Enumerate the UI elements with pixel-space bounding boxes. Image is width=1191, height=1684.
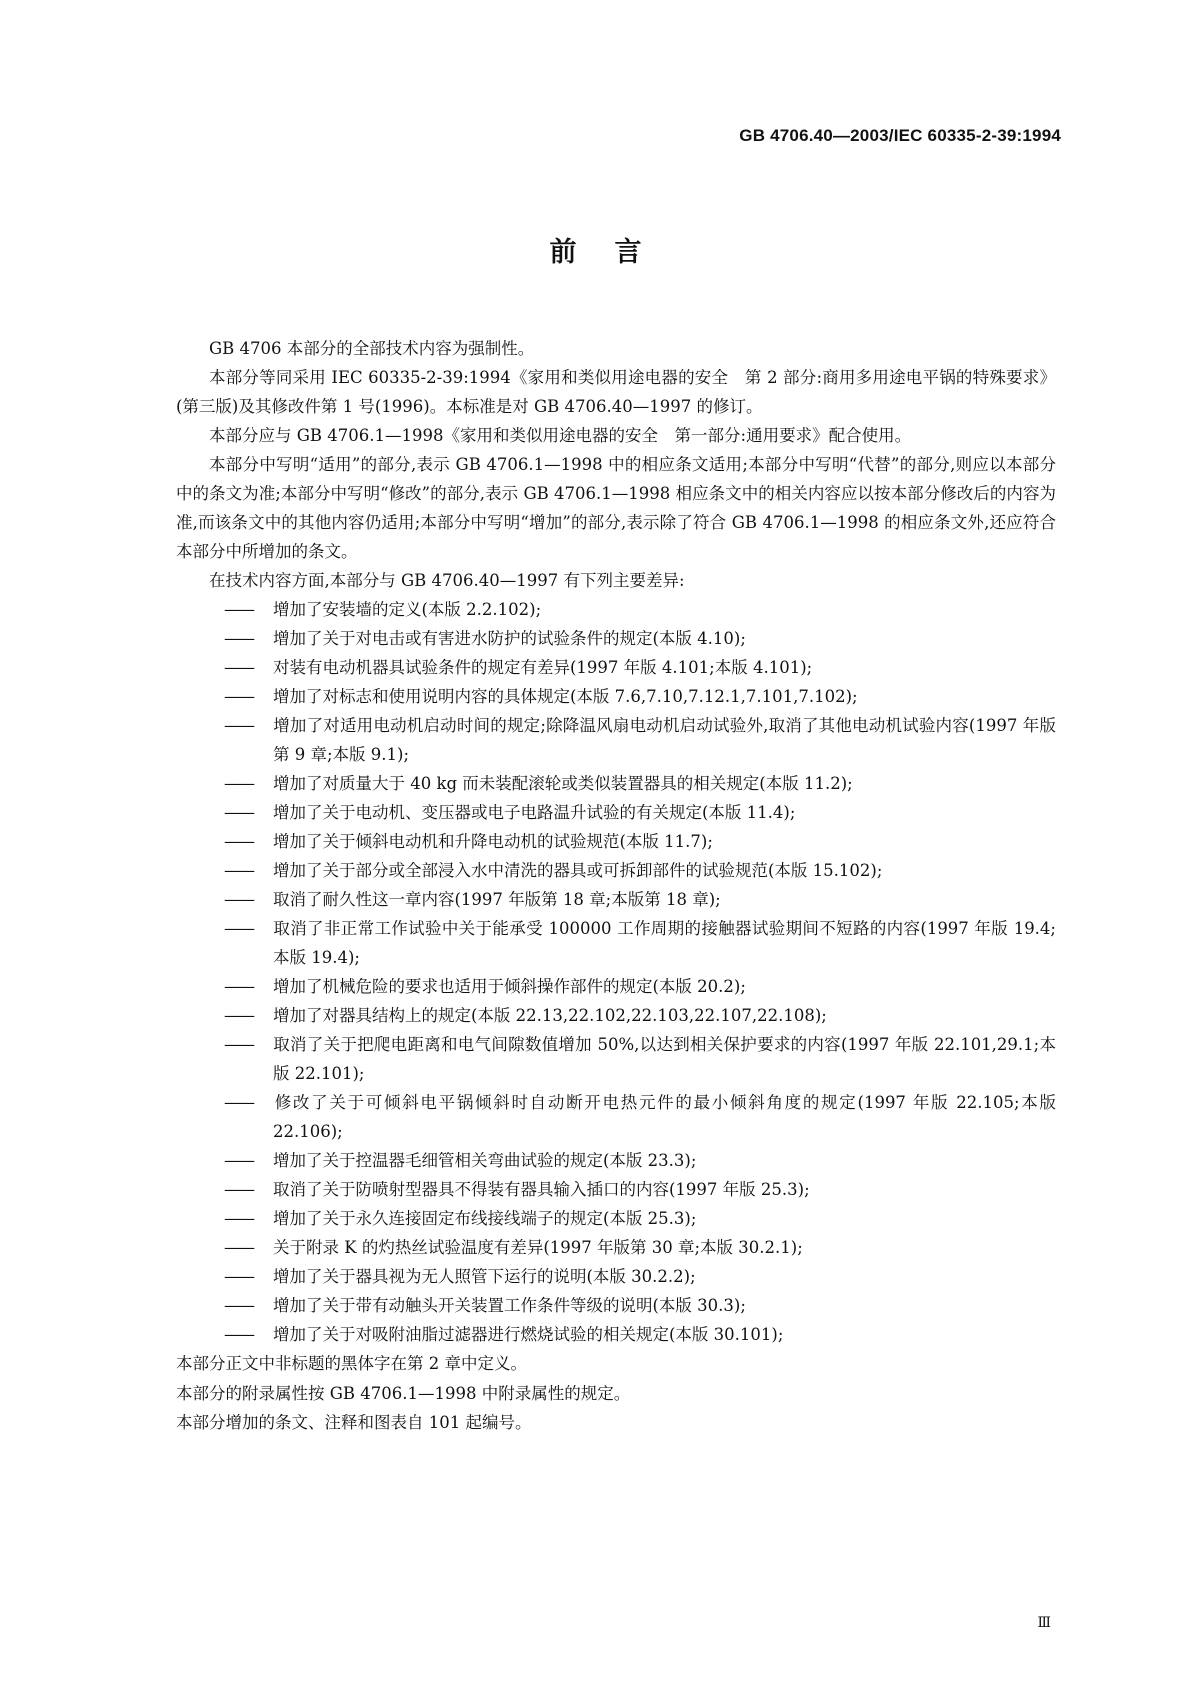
dash-mark: —— bbox=[224, 1151, 253, 1170]
dash-mark: —— bbox=[224, 600, 253, 619]
list-item bbox=[176, 1001, 1056, 1030]
dash-mark: —— bbox=[224, 832, 253, 851]
dash-mark: —— bbox=[224, 1267, 253, 1286]
dash-mark: —— bbox=[224, 919, 253, 938]
list-item-text: 增加了对适用电动机启动时间的规定;除降温风扇电动机启动试验外,取消了其他电动机试验内容(1997 年版第 9 章;本版 9.1); bbox=[273, 716, 1056, 764]
list-item-text: 增加了机械危险的要求也适用于倾斜操作部件的规定(本版 20.2); bbox=[273, 977, 746, 996]
list-item bbox=[176, 682, 1056, 711]
list-item bbox=[176, 885, 1056, 914]
list-item-text: 修改了关于可倾斜电平锅倾斜时自动断开电热元件的最小倾斜角度的规定(1997 年版 22.105;本版 22.106); bbox=[273, 1093, 1056, 1141]
dash-mark: —— bbox=[224, 803, 253, 822]
list-item bbox=[176, 1146, 1056, 1175]
list-item-text: 取消了关于把爬电距离和电气间隙数值增加 50%,以达到相关保护要求的内容(1997 年版 22.101,29.1;本版 22.101); bbox=[273, 1035, 1056, 1083]
paragraph-use-with: 本部分应与 GB 4706.1—1998《家用和类似用途电器的安全 第一部分:通用要求》配合使用。 bbox=[209, 426, 912, 445]
list-item bbox=[176, 1088, 1056, 1146]
list-item-text: 增加了关于倾斜电动机和升降电动机的试验规范(本版 11.7); bbox=[273, 832, 713, 851]
list-item bbox=[176, 856, 1056, 885]
dash-mark: —— bbox=[224, 774, 253, 793]
list-item-text: 增加了关于带有动触头开关装置工作条件等级的说明(本版 30.3); bbox=[273, 1296, 746, 1315]
dash-mark: —— bbox=[224, 716, 253, 735]
paragraph-mandatory: GB 4706 本部分的全部技术内容为强制性。 bbox=[209, 339, 535, 358]
document-code: GB 4706.40—2003/IEC 60335-2-39:1994 bbox=[739, 126, 1061, 145]
list-item bbox=[176, 1291, 1056, 1320]
paragraph-numbering: 本部分增加的条文、注释和图表自 101 起编号。 bbox=[176, 1413, 532, 1432]
list-item bbox=[176, 798, 1056, 827]
list-item-text: 增加了关于控温器毛细管相关弯曲试验的规定(本版 23.3); bbox=[273, 1151, 697, 1170]
list-item bbox=[176, 1262, 1056, 1291]
foreword-body bbox=[176, 334, 1056, 1438]
paragraph-bold-terms: 本部分正文中非标题的黑体字在第 2 章中定义。 bbox=[176, 1354, 527, 1373]
list-item-text: 增加了关于对吸附油脂过滤器进行燃烧试验的相关规定(本版 30.101); bbox=[273, 1325, 784, 1344]
list-item bbox=[176, 595, 1056, 624]
list-item-text: 增加了对质量大于 40 kg 而未装配滚轮或类似装置器具的相关规定(本版 11.2); bbox=[273, 774, 853, 793]
page-number: Ⅲ bbox=[1037, 1615, 1051, 1631]
dash-mark: —— bbox=[224, 1093, 253, 1112]
list-item bbox=[176, 1175, 1056, 1204]
list-item-text: 增加了关于对电击或有害进水防护的试验条件的规定(本版 4.10); bbox=[273, 629, 746, 648]
dash-mark: —— bbox=[224, 687, 253, 706]
list-item bbox=[176, 1233, 1056, 1262]
list-item-text: 增加了关于器具视为无人照管下运行的说明(本版 30.2.2); bbox=[273, 1267, 696, 1286]
list-item bbox=[176, 1320, 1056, 1349]
list-item bbox=[176, 711, 1056, 769]
paragraph-terms: 本部分中写明“适用”的部分,表示 GB 4706.1—1998 中的相应条文适用;本部分中写明“代替”的部分,则应以本部分中的条文为准;本部分中写明“修改”的部分,表示 GB 4706.1—1998 相应条文中的相关内容应以按本部分修改后的内容为准,而该条文中的其他内容仍适用;本部分中写明“增加”的部分,表示除了符合 GB 4706.1—1998 的相应条文外,还应符合本部分中所增加的条文。 bbox=[176, 455, 1056, 561]
list-item-text: 增加了安装墙的定义(本版 2.2.102); bbox=[273, 600, 542, 619]
list-item bbox=[176, 653, 1056, 682]
dash-mark: —— bbox=[224, 1035, 253, 1054]
dash-mark: —— bbox=[224, 1006, 253, 1025]
dash-mark: —— bbox=[224, 1296, 253, 1315]
dash-mark: —— bbox=[224, 629, 253, 648]
list-item-text: 增加了关于部分或全部浸入水中清洗的器具或可拆卸部件的试验规范(本版 15.102); bbox=[273, 861, 883, 880]
list-item bbox=[176, 914, 1056, 972]
dash-mark: —— bbox=[224, 1238, 253, 1257]
list-item-text: 取消了非正常工作试验中关于能承受 100000 工作周期的接触器试验期间不短路的内容(1997 年版 19.4;本版 19.4); bbox=[273, 919, 1056, 967]
list-item-text: 取消了耐久性这一章内容(1997 年版第 18 章;本版第 18 章); bbox=[273, 890, 721, 909]
list-item-text: 增加了对标志和使用说明内容的具体规定(本版 7.6,7.10,7.12.1,7.101,7.102); bbox=[273, 687, 858, 706]
list-item-text: 增加了对器具结构上的规定(本版 22.13,22.102,22.103,22.107,22.108); bbox=[273, 1006, 827, 1025]
list-item bbox=[176, 1030, 1056, 1088]
dash-mark: —— bbox=[224, 861, 253, 880]
paragraph-differences-intro: 在技术内容方面,本部分与 GB 4706.40—1997 有下列主要差异: bbox=[209, 571, 685, 590]
list-item bbox=[176, 624, 1056, 653]
paragraph-annex-status: 本部分的附录属性按 GB 4706.1—1998 中附录属性的规定。 bbox=[176, 1383, 631, 1403]
dash-mark: —— bbox=[224, 1209, 253, 1228]
list-item bbox=[176, 972, 1056, 1001]
list-item bbox=[176, 827, 1056, 856]
list-item-text: 增加了关于永久连接固定布线接线端子的规定(本版 25.3); bbox=[273, 1209, 697, 1228]
list-item bbox=[176, 1204, 1056, 1233]
list-item-text: 增加了关于电动机、变压器或电子电路温升试验的有关规定(本版 11.4); bbox=[273, 803, 796, 822]
list-item-text: 关于附录 K 的灼热丝试验温度有差异(1997 年版第 30 章;本版 30.2.1); bbox=[273, 1238, 803, 1257]
dash-mark: —— bbox=[224, 1325, 253, 1344]
list-item-text: 对装有电动机器具试验条件的规定有差异(1997 年版 4.101;本版 4.101); bbox=[273, 658, 813, 677]
page-title: 前言 bbox=[549, 237, 680, 268]
dash-mark: —— bbox=[224, 1180, 253, 1199]
dash-mark: —— bbox=[224, 658, 253, 677]
paragraph-adoption: 本部分等同采用 IEC 60335-2-39:1994《家用和类似用途电器的安全 第 2 部分:商用多用途电平锅的特殊要求》(第三版)及其修改件第 1 号(1996)。本标准是对 GB 4706.40—1997 的修订。 bbox=[176, 368, 1056, 416]
dash-mark: —— bbox=[224, 977, 253, 996]
list-item-text: 取消了关于防喷射型器具不得装有器具输入插口的内容(1997 年版 25.3); bbox=[273, 1180, 810, 1199]
differences-list bbox=[176, 595, 1056, 1349]
list-item bbox=[176, 769, 1056, 798]
dash-mark: —— bbox=[224, 890, 253, 909]
